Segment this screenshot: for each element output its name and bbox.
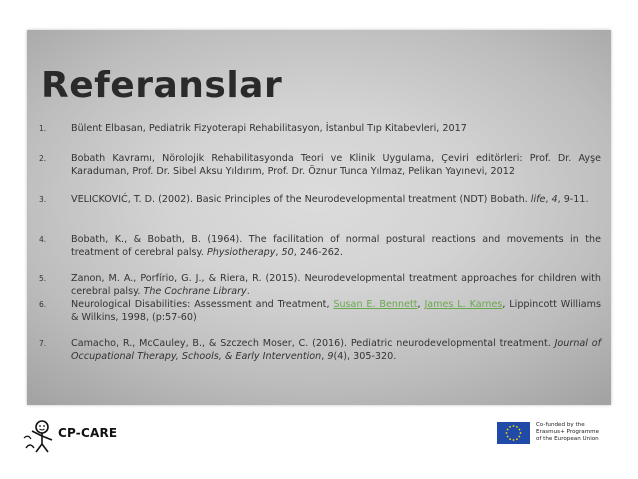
reference-item	[39, 193, 601, 206]
reference-number: 4.	[39, 235, 47, 244]
reference-text-run: Zanon, M. A., Porfírio, G. J., & Riera, R. (2015). Neurodevelopmental treatment approaches for children with cerebral palsy.	[71, 273, 601, 297]
reference-text	[71, 298, 601, 324]
cp-care-logo-text: CP-CARE	[58, 426, 118, 440]
reference-number: 6.	[39, 300, 47, 309]
reference-text	[71, 272, 601, 298]
reference-text	[71, 152, 601, 178]
reference-text	[71, 193, 601, 206]
reference-number: 2.	[39, 154, 47, 163]
reference-text-run: Bobath, K., & Bobath, B. (1964). The facilitation of normal postural reactions and movements in the treatment of cerebral palsy.	[71, 234, 601, 258]
reference-text	[71, 122, 601, 135]
cp-care-logo	[22, 418, 122, 458]
reference-text-run: ,	[545, 194, 552, 205]
eu-flag-icon	[497, 422, 530, 444]
reference-number: 3.	[39, 195, 47, 204]
reference-text-run: , Lippincott Williams & Wilkins, 1998, (p:57-60)	[71, 299, 601, 323]
reference-italic-text: The Cochrane Library	[143, 286, 247, 297]
child-drawing-icon	[22, 418, 62, 454]
slide-title: Referanslar	[41, 65, 283, 106]
reference-item	[39, 337, 601, 363]
reference-number: 1.	[39, 124, 47, 133]
reference-text-run: , 9-11.	[557, 194, 589, 205]
eu-funding-line: of the European Union	[536, 436, 599, 442]
reference-text-run: Camacho, R., McCauley, B., & Szczech Moser, C. (2016). Pediatric neurodevelopmental treatment.	[71, 338, 555, 349]
eu-funding-text	[536, 422, 621, 443]
reference-text-run: ,	[275, 247, 282, 258]
reference-italic-text: Journal of Occupational Therapy, Schools, & Early Intervention	[71, 338, 601, 362]
reference-text-run: Neurological Disabilities: Assessment and Treatment,	[71, 299, 334, 310]
reference-italic-text: life	[530, 194, 546, 205]
reference-text-run: ,	[417, 299, 425, 310]
reference-item	[39, 152, 601, 178]
eu-stars-icon	[497, 422, 530, 444]
author-link[interactable]: James L. Karnes	[424, 299, 503, 310]
reference-text	[71, 337, 601, 363]
author-link[interactable]: Susan E. Bennett	[333, 299, 418, 310]
reference-item	[39, 233, 601, 259]
reference-text-run: VELICKOVIĆ, T. D. (2002). Basic Principles of the Neurodevelopmental treatment (NDT) Bobath.	[71, 194, 531, 205]
reference-item	[39, 122, 601, 135]
reference-italic-text: 4	[551, 194, 558, 205]
reference-text-run: ,	[321, 351, 328, 362]
reference-italic-text: 50	[281, 247, 294, 258]
reference-text-run: (4), 305-320.	[333, 351, 397, 362]
reference-text-run: , 246-262.	[293, 247, 343, 258]
reference-number: 5.	[39, 274, 47, 283]
reference-item	[39, 272, 601, 298]
reference-item	[39, 298, 601, 324]
eu-funding-line: Co-funded by the	[536, 422, 585, 428]
reference-italic-text: Physiotherapy	[206, 247, 276, 258]
eu-funding-line: Erasmus+ Programme	[536, 429, 600, 435]
reference-text-run: .	[246, 286, 250, 297]
reference-italic-text: 9	[327, 351, 334, 362]
reference-text-run: Bülent Elbasan, Pediatrik Fizyoterapi Rehabilitasyon, İstanbul Tıp Kitabevleri, 2017	[71, 123, 467, 134]
erasmus-plus-logo	[497, 422, 617, 452]
reference-text	[71, 233, 601, 259]
reference-number: 7.	[39, 339, 47, 348]
reference-text-run: Bobath Kavramı, Nörolojik Rehabilitasyonda Teori ve Klinik Uygulama, Çeviri editörleri: Prof. Dr. Ayşe Karaduman, Prof. Dr. Sibel Aksu Yıldırım, Prof. Dr. Öznur Tunca Yılmaz, Pelikan Yayınevi, 2012	[71, 153, 601, 177]
